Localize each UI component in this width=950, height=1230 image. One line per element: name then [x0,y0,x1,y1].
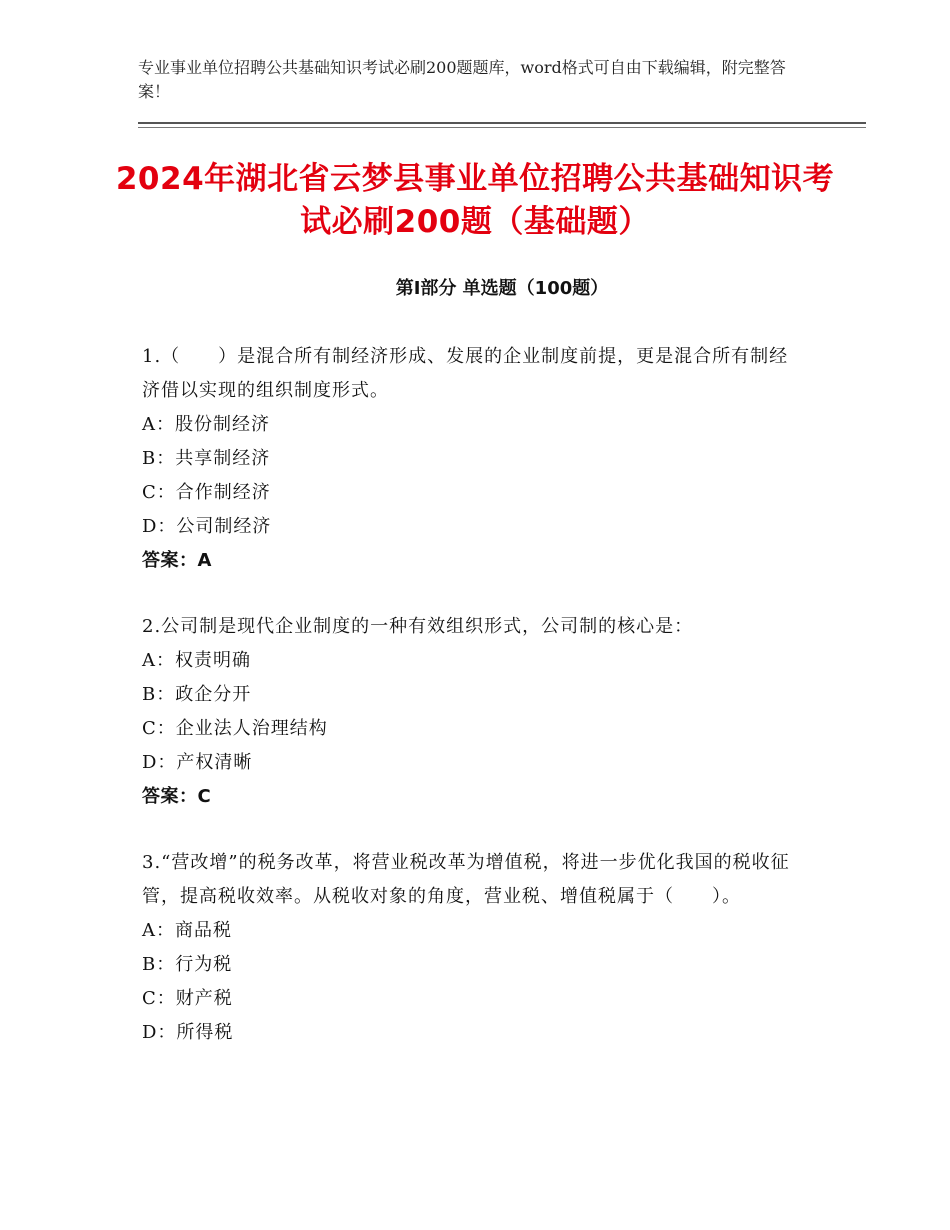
question-stem: 2.公司制是现代企业制度的一种有效组织形式，公司制的核心是： [142,616,694,637]
question-3 [142,846,806,1050]
section-title: 第Ⅰ部分 单选题（100题） [395,278,609,299]
option-d: D：公司制经济 [142,516,272,537]
question-1 [142,340,806,578]
question-2 [142,610,806,814]
answer-line: 答案：A [142,550,212,571]
option-d: D：所得税 [142,1022,234,1043]
option-c: C：财产税 [142,988,233,1009]
header-note: 专业事业单位招聘公共基础知识考试必刷200题题库，word格式可自由下载编辑，附完整答案！ [138,58,786,101]
question-stem: 3.“营改增”的税务改革，将营业税改革为增值税，将进一步优化我国的税收征管，提高税收效率。从税收对象的角度，营业税、增值税属于（ ）。 [142,852,790,907]
answer-line: 答案：C [142,786,212,807]
option-c: C：合作制经济 [142,482,271,503]
header-rule-thin [138,127,866,128]
document-title: 2024年湖北省云梦县事业单位招聘公共基础知识考试必刷200题（基础题） [115,161,835,240]
option-d: D：产权清晰 [142,752,253,773]
header-rule-thick [138,122,866,124]
option-b: B：行为税 [142,954,233,975]
option-b: B：政企分开 [142,684,252,705]
question-list [142,340,806,1082]
option-a: A：股份制经济 [142,414,270,435]
option-c: C：企业法人治理结构 [142,718,328,739]
option-a: A：商品税 [142,920,232,941]
question-stem: 1.（ ）是混合所有制经济形成、发展的企业制度前提，更是混合所有制经济借以实现的组织制度形式。 [142,346,789,401]
option-a: A：权责明确 [142,650,251,671]
option-b: B：共享制经济 [142,448,271,469]
